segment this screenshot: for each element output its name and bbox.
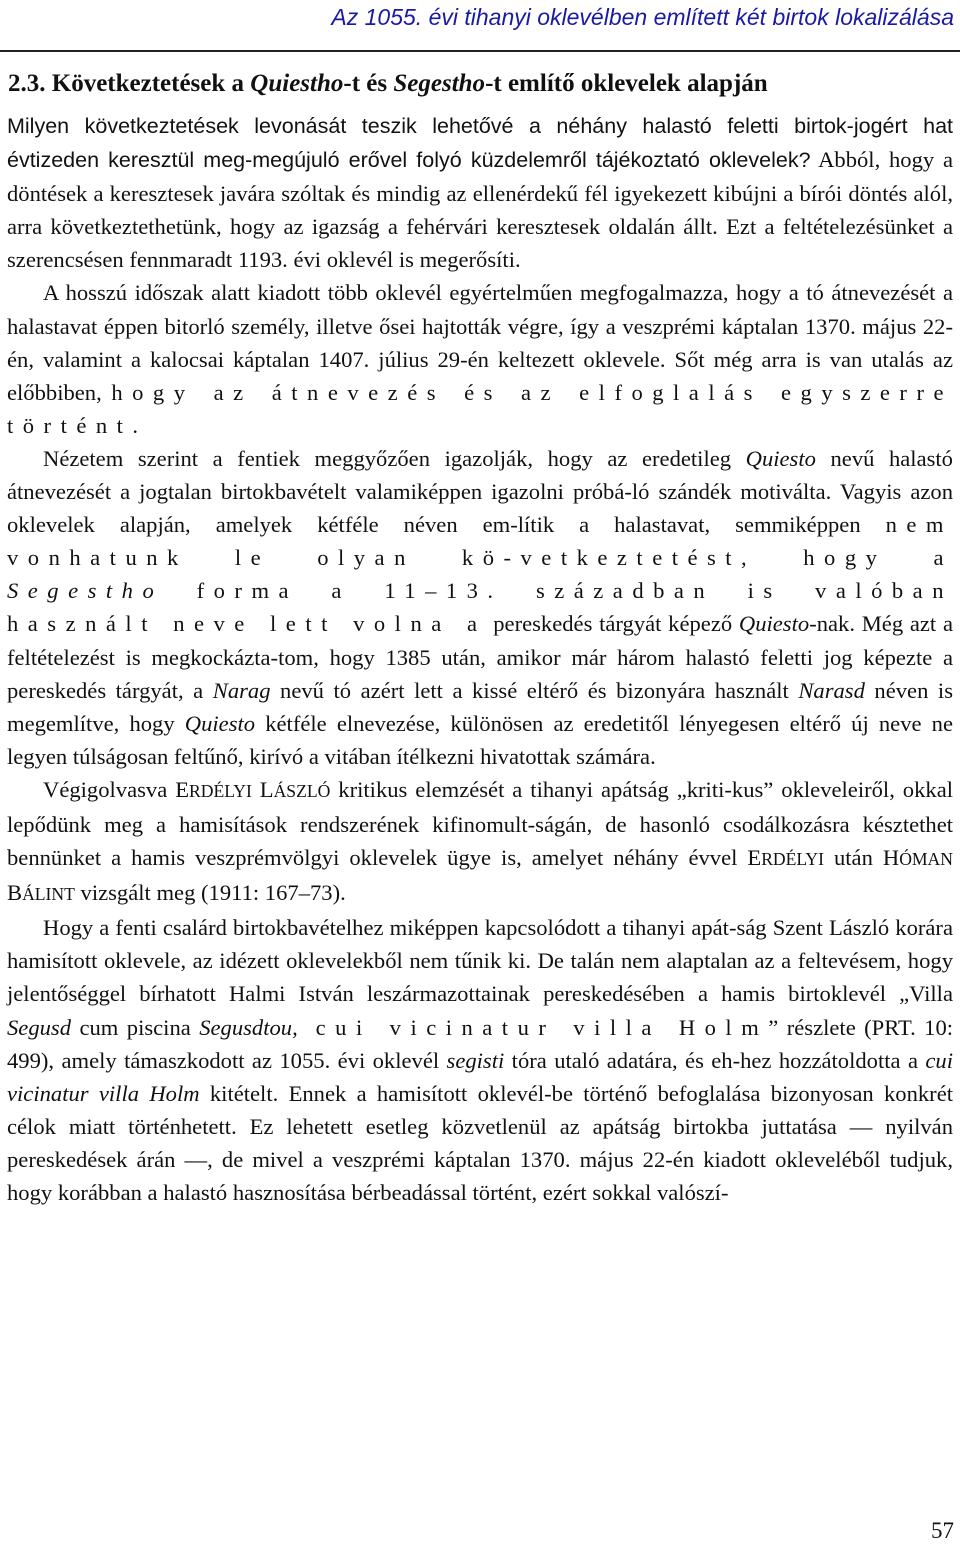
section-heading: [8, 70, 768, 98]
italic-term: Segestho: [7, 578, 164, 604]
spaced-emphasis: cui vicinatur villa Holm: [297, 1014, 769, 1040]
spaced-emphasis: nem vonhatunk le olyan kö-vetkeztetést, hogy a: [7, 512, 953, 571]
heading-text: -t és: [343, 70, 394, 97]
paragraph-text: tóra utaló adatára, és eh-hez hozzátoldotta a: [504, 1047, 926, 1073]
paragraph-text: kitételt. Ennek a hamisított oklevél-be történő befoglalása bizonyosan konkrét célok miatt történhetett. Ez lehetett esetleg közvetlenül az apátság birtokba juttatása — nyilván pereskedések árán —, de mivel a veszprémi káptalan 1370. május 22-én kiadott oklevеléből tudjuk, hogy korábban a halastó hasznosítása bérbeadással történt, ezért sokkal valószí-: [7, 1080, 954, 1205]
heading-term-quiestho: Quiestho: [250, 70, 344, 97]
paragraph-text: nevű tó azért lett a kissé eltérő és bizonyára használt: [270, 677, 799, 703]
spaced-emphasis: hogy az átnevezés és az elfoglalás egyszerre történt.: [7, 379, 953, 438]
paragraph-text: pereskedés tárgyát képező: [486, 611, 739, 637]
paragraph-text: cum piscina: [71, 1014, 200, 1040]
paragraph-text: Milyen következtetések levonását teszik lehetővé a néhány halastó feletti birtok-jogért hat évtizeden keresztül meg-megújuló erővel folyó küzdelemről tájékoztató oklevelek?: [7, 114, 953, 173]
italic-term: Segusdtou,: [199, 1014, 298, 1040]
author-name: ÁSZLÓ: [273, 780, 331, 801]
heading-text: 2.3. Következtetések a: [8, 70, 251, 97]
paragraph-text: kétféle elnevezése, különösen az eredetitől lényegesen eltérő új neve ne legyen túlságosan feltűnő, kirívó a vitában ítélkezni hivatottak számára.: [7, 710, 953, 769]
paragraph-text: Nézetem szerint a fentiek meggyőzően igazolják, hogy az eredetileg: [43, 445, 746, 471]
author-name: RDÉLYI: [761, 849, 824, 870]
author-name: B: [7, 880, 23, 906]
paragraph-text: néven is megemlítve, hogy: [7, 677, 953, 736]
italic-term: Quiesto: [738, 611, 810, 637]
paragraph-3: [7, 442, 953, 773]
paragraph-text: vizsgált meg (1911: 167–73).: [74, 880, 346, 906]
paragraph-text: Hogy a fenti csalárd birtokbavételhez miképpen kapcsolódott a tihanyi apát-ság Szent László korára hamisított oklevele, az idézett oklevelekből nem tűnik ki. De talán nem alaptalan az a feltevésem, hogy jelentőséggel bírhatott Halmi István leszármazottainak pereskedésében a hamis birtoklevél „Villa: [7, 915, 953, 1007]
paragraph-4: [7, 773, 953, 911]
paragraph-text: Abból, hogy a döntések a keresztesek javára szóltak és mindig az ellenérdekű fél igyekezett kibújni a bírói döntés alól, arra következtethetünk, hogy az igazság a fehérvári keresztesek oldalán állt. Ezt a feltételezésünket a szerencsésen fennmaradt 1193. évi oklevél is megerősíti.: [7, 147, 954, 273]
author-name: ÁLINT: [22, 884, 75, 905]
paragraph-2: [7, 276, 953, 441]
paragraph-text: -nak. Még azt a feltételezést is megkockázta-tom, hogy 1385 után, amikor már három halastó feletti jog képezte a pereskedés tárgyát, a: [7, 611, 953, 703]
paragraph-text: kritikus elemzését a tihanyi apátság „kriti-kus” okleveleiről, okkal lepődünk meg a hamisítások rendszerének kifinomult-ságán, de hasonló csodálkozásra késztethet bennünket a hamis veszprémvölgyi oklevelek ügye is, amelyet néhány évvel: [7, 776, 953, 871]
author-name: H: [882, 845, 900, 871]
paragraph-text: Végigolvasva: [43, 776, 176, 802]
italic-term: Narag: [212, 677, 271, 703]
author-name: E: [747, 845, 762, 871]
paragraph-5: [7, 911, 953, 1209]
paragraph-text: A hosszú időszak alatt kiadott több oklevél egyértelműen megfogalmazza, hogy a tó átnevezését a halastavat éppen bitorló személy, illetve ősei hajtották végre, így a veszprémi káptalan 1370. május 22-én, valamint a kalocsai káptalan 1407. július 29-én keltezett oklevele. Sőt még arra is van utalás az előbbiben,: [7, 280, 953, 405]
author-name: ÓMAN: [899, 849, 953, 870]
running-header-title: Az 1055. évi tihanyi oklevélben említett két birtok lokalizálása: [331, 4, 954, 30]
paragraph-text: ” részlete (PRT. 10: 499), amely támaszkodott az 1055. évi oklevél: [7, 1014, 954, 1073]
italic-term: cui vicinatur villa Holm: [7, 1047, 953, 1106]
running-header: [0, 0, 960, 52]
author-name: RDÉLYI: [189, 780, 252, 801]
heading-text: -t említő oklevelek alapján: [485, 70, 768, 97]
italic-term: Quiesto: [745, 445, 816, 471]
italic-term: Narasd: [798, 677, 865, 703]
paragraph-text: nevű halastó átnevezését a jogtalan birtokbavételt valamiképpen igazolni próbá-ló szándék motiválta. Vagyis azon oklevelek alapján, amelyek kétféle néven em-lítik a halastavat, semmiképpen: [7, 445, 953, 538]
paragraph-text: után: [823, 845, 883, 871]
italic-term: segisti: [446, 1047, 505, 1073]
author-name: E: [175, 776, 190, 802]
page-number: 57: [931, 1518, 954, 1543]
spaced-emphasis: forma a 11–13. században is valóban használt neve lett volna a: [7, 578, 953, 637]
italic-term: Segusd: [7, 1014, 72, 1040]
italic-term: Quiesto: [184, 710, 256, 736]
paragraph-1: [7, 109, 953, 276]
body-text: [7, 109, 953, 1209]
heading-term-segestho: Segestho: [393, 70, 486, 97]
author-name: L: [251, 776, 274, 802]
